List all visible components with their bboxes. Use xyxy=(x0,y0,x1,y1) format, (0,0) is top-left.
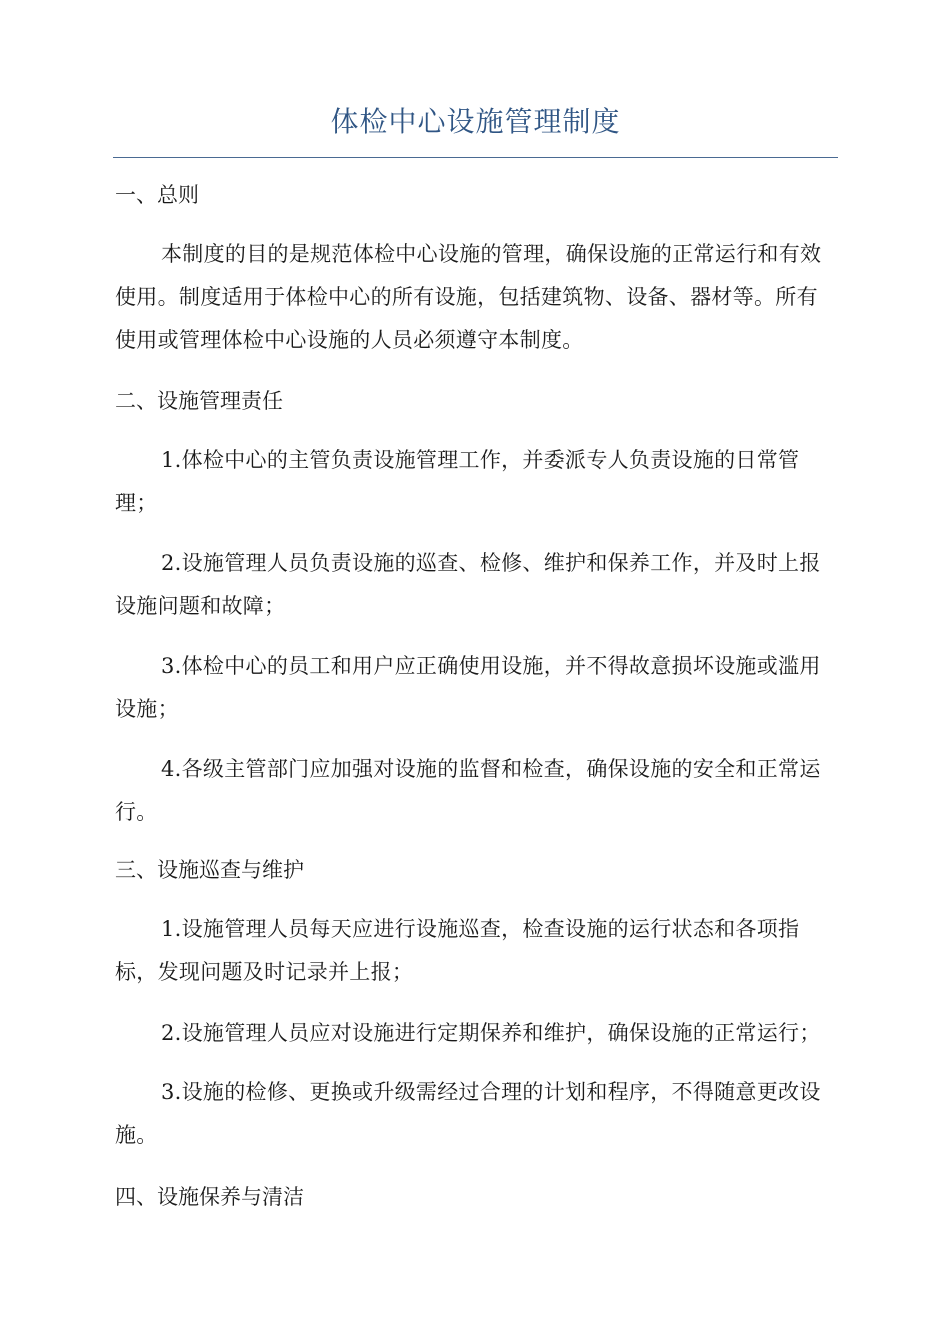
paragraph-item xyxy=(115,1012,855,1055)
paragraph: 本制度的目的是规范体检中心设施的管理，确保设施的正常运行和有效使用。制度适用于体检中心的所有设施，包括建筑物、设备、器材等。所有使用或管理体检中心设施的人员必须遵守本制度。 xyxy=(115,242,822,352)
paragraph: 3.体检中心的员工和用户应正确使用设施，并不得故意损坏设施或滥用设施； xyxy=(115,654,821,721)
paragraph: 4.各级主管部门应加强对设施的监督和检查，确保设施的安全和正常运行。 xyxy=(115,757,821,824)
page-title: 体检中心设施管理制度 xyxy=(330,105,621,138)
paragraph-item xyxy=(115,748,835,834)
paragraph-item xyxy=(115,542,835,628)
paragraph-item xyxy=(115,645,835,731)
section-body-general xyxy=(115,233,835,362)
section-heading-inspection: 三、设施巡查与维护 xyxy=(115,858,304,882)
section-heading-responsibility: 二、设施管理责任 xyxy=(115,389,283,413)
paragraph-item xyxy=(115,439,835,525)
paragraph-item xyxy=(115,1071,835,1157)
section-heading-maintenance: 四、设施保养与清洁 xyxy=(115,1185,304,1209)
paragraph: 1.体检中心的主管负责设施管理工作，并委派专人负责设施的日常管理； xyxy=(115,448,800,515)
section-heading-general: 一、总则 xyxy=(115,183,199,207)
paragraph: 3.设施的检修、更换或升级需经过合理的计划和程序，不得随意更改设施。 xyxy=(115,1080,821,1147)
paragraph-item xyxy=(115,908,835,994)
paragraph: 1.设施管理人员每天应进行设施巡查，检查设施的运行状态和各项指标，发现问题及时记录并上报； xyxy=(115,917,800,984)
paragraph: 2.设施管理人员负责设施的巡查、检修、维护和保养工作，并及时上报设施问题和故障； xyxy=(115,551,821,618)
paragraph: 2.设施管理人员应对设施进行定期保养和维护，确保设施的正常运行； xyxy=(161,1021,821,1045)
title-divider xyxy=(113,157,838,158)
